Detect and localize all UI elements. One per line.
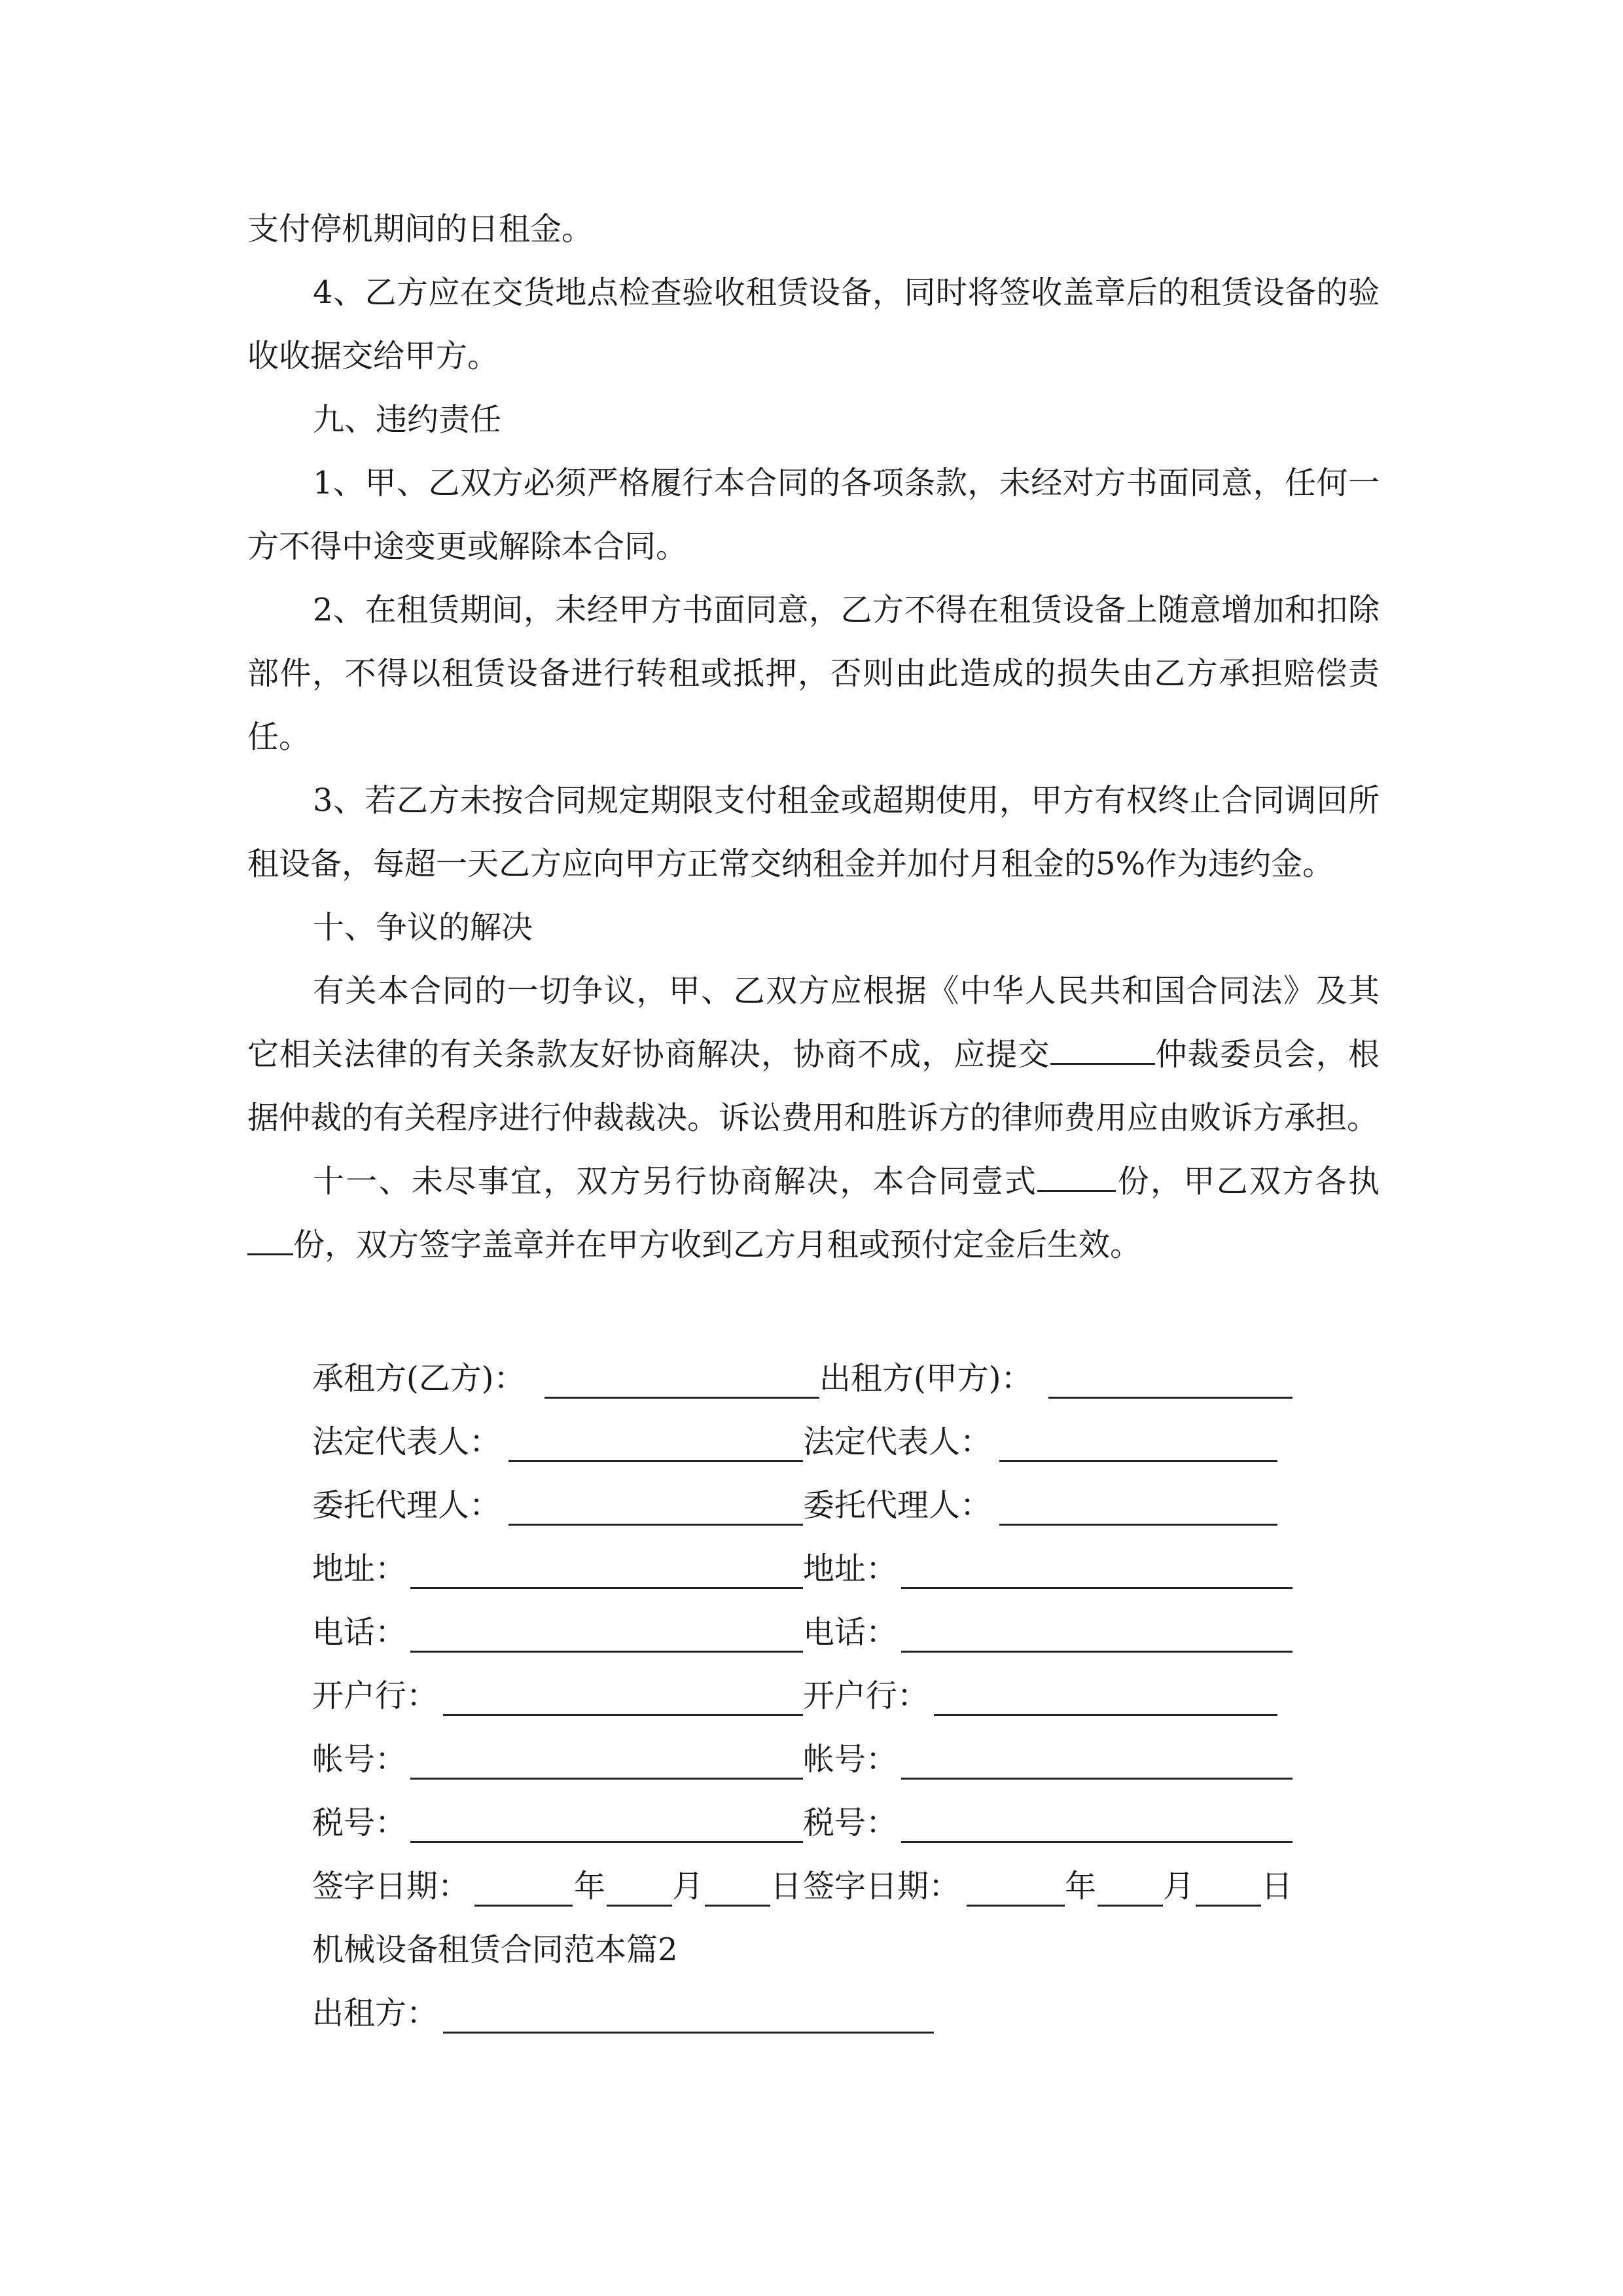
lessor-agent-blank <box>999 1524 1277 1526</box>
lessor-label: 出租方(甲方)： <box>819 1360 1033 1397</box>
signature-block <box>312 1347 1333 1918</box>
contract-body <box>247 198 1380 1277</box>
signature-row-agent <box>312 1474 1333 1537</box>
lessee-legal-rep-label: 法定代表人： <box>312 1424 501 1460</box>
lessee-phone-blank <box>410 1651 803 1653</box>
arbitration-committee-blank <box>1050 1035 1155 1065</box>
signature-row-phone <box>312 1601 1333 1664</box>
dispute-text-after: 仲裁委员会，根据仲裁的有关程序进行仲裁裁决。诉讼费用和胜诉方的律师费用应由败诉方承担。 <box>247 1036 1380 1136</box>
lessee-agent-label: 委托代理人： <box>312 1487 501 1524</box>
heading-dispute-resolution: 十、争议的解决 <box>313 909 533 946</box>
lessee-address-blank <box>410 1587 803 1589</box>
paragraph-clause-9-1: 1、甲、乙双方必须严格履行本合同的各项条款，未经对方书面同意，任何一方不得中途变更或解除本合同。 <box>247 465 1380 565</box>
lessee-label: 承租方(乙方)： <box>312 1360 526 1397</box>
lessee-address-label: 地址： <box>312 1551 407 1587</box>
paragraph-clause-8-4: 4、乙方应在交货地点检查验收租赁设备，同时将签收盖章后的租赁设备的验收收据交给甲方。 <box>247 274 1380 374</box>
paragraph-rent-during-downtime: 支付停机期间的日租金。 <box>247 211 594 247</box>
next-lessor-label: 出租方： <box>312 1995 438 2032</box>
paragraph-clause-9-3: 3、若乙方未按合同规定期限支付租金或超期使用，甲方有权终止合同调回所租设备，每超一天乙方应向甲方正常交纳租金并加付月租金的5%作为违约金。 <box>247 782 1380 882</box>
copies-total-blank <box>1037 1162 1116 1192</box>
lessee-agent-blank <box>508 1524 803 1526</box>
lessor-address-blank <box>901 1587 1293 1589</box>
lessor-bank-blank <box>934 1714 1277 1716</box>
lessor-bank-label: 开户行： <box>803 1677 929 1714</box>
paragraph-dispute <box>247 960 1380 1150</box>
signature-row-date <box>312 1855 1333 1918</box>
paragraph-clause-9-2: 2、在租赁期间，未经甲方书面同意，乙方不得在租赁设备上随意增加和扣除部件，不得以租赁设备进行转租或抵押，否则由此造成的损失由乙方承担赔偿责任。 <box>247 592 1380 755</box>
lessee-month-text: 月 <box>672 1868 704 1905</box>
signature-row-address <box>312 1537 1333 1601</box>
lessee-tax-id-blank <box>410 1841 803 1843</box>
next-lessor-row <box>312 1982 1333 2045</box>
lessor-address-label: 地址： <box>803 1551 898 1587</box>
signature-row-account <box>312 1728 1333 1791</box>
signature-row-bank <box>312 1664 1333 1728</box>
paragraph-clause-11 <box>247 1150 1380 1277</box>
lessor-tax-id-blank <box>901 1841 1293 1843</box>
lessor-tax-id-label: 税号： <box>803 1804 898 1841</box>
lessee-year-text: 年 <box>574 1868 606 1905</box>
lessee-account-label: 帐号： <box>312 1741 407 1778</box>
signature-row-tax-id <box>312 1791 1333 1855</box>
lessor-date-label: 签字日期： <box>803 1868 961 1905</box>
lessee-bank-label: 开户行： <box>312 1677 438 1714</box>
lessee-account-blank <box>410 1778 803 1780</box>
lessor-phone-blank <box>901 1651 1293 1653</box>
lessee-phone-label: 电话： <box>312 1614 407 1651</box>
lessee-month-blank <box>607 1905 672 1907</box>
clause11-text-3: 份，双方签字盖章并在甲方收到乙方月租或预付定金后生效。 <box>293 1227 1142 1263</box>
lessee-date-label: 签字日期： <box>312 1868 470 1905</box>
lessee-legal-rep-blank <box>508 1460 803 1462</box>
signature-row-legal-rep <box>312 1410 1333 1474</box>
clause11-text-1: 十一、未尽事宜，双方另行协商解决，本合同壹式 <box>313 1163 1038 1200</box>
lessee-blank <box>544 1397 819 1399</box>
clause11-text-2: 份，甲乙双方各执 <box>1116 1163 1380 1200</box>
lessor-blank <box>1048 1397 1293 1399</box>
lessor-agent-label: 委托代理人： <box>803 1487 992 1524</box>
lessee-day-blank <box>705 1905 770 1907</box>
lessor-legal-rep-label: 法定代表人： <box>803 1424 992 1460</box>
lessor-phone-label: 电话： <box>803 1614 898 1651</box>
lessor-account-blank <box>901 1778 1293 1780</box>
next-contract-title: 机械设备租赁合同范本篇2 <box>312 1931 678 1968</box>
lessor-month-text: 月 <box>1163 1868 1195 1905</box>
next-lessor-blank <box>443 2032 934 2034</box>
lessor-year-blank <box>967 1905 1065 1907</box>
lessor-month-blank <box>1097 1905 1163 1907</box>
lessor-day-text: 日 <box>1261 1868 1293 1905</box>
next-section <box>312 1918 1333 2045</box>
lessor-year-text: 年 <box>1065 1868 1097 1905</box>
lessor-account-label: 帐号： <box>803 1741 898 1778</box>
signature-row-party <box>312 1347 1333 1410</box>
lessor-legal-rep-blank <box>999 1460 1277 1462</box>
dispute-text-before: 有关本合同的一切争议，甲、乙双方应根据《中华人民共和国合同法》及其它相关法律的有关条款友好协商解决，协商不成，应提交 <box>247 973 1380 1073</box>
lessor-day-blank <box>1196 1905 1261 1907</box>
copies-each-blank <box>247 1225 293 1255</box>
lessee-bank-blank <box>443 1714 803 1716</box>
lessee-year-blank <box>474 1905 573 1907</box>
lessee-day-text: 日 <box>770 1868 802 1905</box>
heading-breach-liability: 九、违约责任 <box>313 401 502 438</box>
lessee-tax-id-label: 税号： <box>312 1804 407 1841</box>
